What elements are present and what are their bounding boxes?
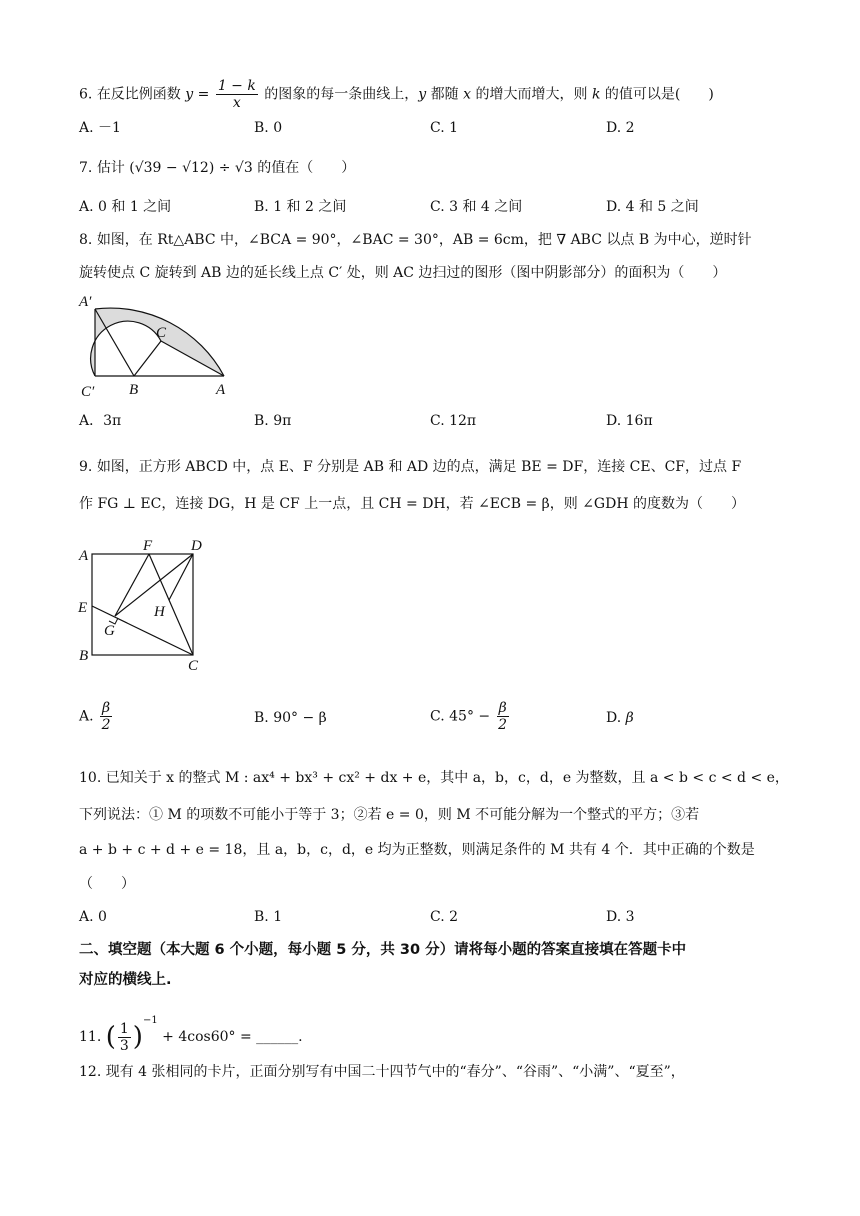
q9-option-b: [254, 708, 327, 728]
q6-y: y: [418, 86, 427, 103]
q11-rest: + 4cos60° = ______.: [162, 1029, 303, 1045]
q8-text-line1: 如图，在 Rt△ABC 中，∠BCA = 90°，∠BAC = 30°，AB = 6cm，把 ∇ ABC 以点 B 为中心，逆时针: [96, 232, 752, 248]
q10-option-b: B. 1: [254, 909, 283, 925]
q9-option-a-denominator: 2: [101, 717, 111, 733]
q8-label-c: C: [156, 325, 167, 341]
q6-x: x: [463, 86, 472, 103]
q8-label-a-prime: A′: [79, 294, 92, 310]
q11-left-paren: (: [105, 1022, 116, 1052]
q11-right-paren: ): [132, 1022, 143, 1052]
q6-number: 6.: [79, 86, 93, 103]
q11-stem: [79, 1011, 303, 1054]
q9-text-line2: 作 FG ⊥ EC，连接 DG，H 是 CF 上一点，且 CH = DH，若 ∠ECB = β，则 ∠GDH 的度数为（ ）: [79, 496, 745, 512]
q8-option-b: B. 9π: [254, 413, 292, 429]
q6-func-lhs: y =: [185, 86, 210, 103]
q7-text-b: 的值在（ ）: [257, 160, 356, 176]
q9-label-e: E: [78, 600, 88, 616]
q8-segment-b-c: [134, 341, 161, 376]
q9-square-figure: [74, 534, 214, 672]
q10-text-line4: （ ）: [79, 876, 135, 892]
q9-option-a-numerator: β: [102, 700, 111, 716]
q6-text-b: 的图象的每一条曲线上，: [264, 86, 419, 103]
q9-option-d-value: β: [625, 710, 634, 726]
q10-text-line3: a + b + c + d + e = 18，且 a，b，c，d，e 均为正整数，则满足条件的 M 共有 4 个．其中正确的个数是: [79, 842, 755, 858]
q8-option-c: C. 12π: [430, 413, 477, 429]
q6-option-b: B. 0: [254, 120, 283, 136]
q9-segment-fg: [115, 554, 149, 616]
q10-number: 10.: [79, 770, 102, 786]
q9-square-abcd: [92, 554, 193, 655]
q6-option-d: D. 2: [606, 120, 635, 136]
q8-option-d: D. 16π: [606, 413, 653, 429]
q8-label-a: A: [216, 382, 226, 398]
q9-option-c-denominator: 2: [498, 717, 508, 733]
q7-number: 7.: [79, 160, 93, 176]
section2-heading-line1: 二、填空题（本大题 6 个小题，每小题 5 分，共 30 分）请将每小题的答案直接填在答题卡中: [79, 942, 687, 958]
q7-stem: [79, 158, 355, 178]
q11-exponent: −1: [142, 1015, 158, 1026]
q9-option-a-label: A.: [79, 708, 94, 725]
q10-option-a: A. 0: [79, 909, 107, 925]
q9-label-a: A: [79, 548, 89, 564]
q12-text: 现有 4 张相同的卡片，正面分别写有中国二十四节气中的“春分”、“谷雨”、“小满”、“夏至”，: [105, 1064, 685, 1080]
q12-number: 12.: [79, 1064, 102, 1080]
q9-option-a-fraction: [100, 700, 112, 733]
q6-text-c: 都随: [430, 86, 459, 103]
q10-text-line2: 下列说法：① M 的项数不可能小于等于 3；②若 e = 0，则 M 不可能分解为一个整式的平方；③若: [79, 807, 700, 823]
section2-heading-line2: 对应的横线上.: [79, 972, 172, 988]
q11-numerator: 1: [119, 1020, 129, 1037]
q9-option-c: [430, 700, 511, 733]
q8-number: 8.: [79, 232, 93, 248]
q9-option-d: [606, 708, 634, 728]
q9-option-c-numerator: β: [498, 700, 507, 716]
q8-text-line2: 旋转使点 C 旋转到 AB 边的延长线上点 C′ 处，则 AC 边扫过的图形（图中阴影部分）的面积为（ ）: [79, 265, 727, 281]
q9-segment-dh: [169, 554, 193, 600]
q9-option-b-value: 90° − β: [273, 710, 327, 726]
q11-number: 11.: [79, 1029, 102, 1045]
q9-option-a: [79, 700, 114, 733]
q9-label-b: B: [79, 648, 89, 664]
q8-label-b: B: [129, 382, 139, 398]
q6-func-fraction: [216, 78, 258, 111]
q6-stem: [79, 78, 714, 111]
q6-text-a: 在反比例函数: [96, 86, 181, 103]
q9-label-h: H: [154, 604, 165, 620]
q11-fraction: [118, 1021, 131, 1054]
q8-rotation-figure: [76, 290, 246, 402]
q6-k: k: [591, 86, 601, 103]
q8-shaded-region: [91, 308, 224, 376]
q11-denominator: 3: [119, 1037, 129, 1054]
q10-number-line1: [79, 768, 789, 788]
q6-text-e: 的值可以是( ): [604, 86, 714, 103]
q9-number: 9.: [79, 459, 93, 475]
q10-option-d: D. 3: [606, 909, 635, 925]
q7-option-b: B. 1 和 2 之间: [254, 199, 347, 215]
q8-option-a: A．3π: [79, 413, 122, 429]
q7-option-a: A. 0 和 1 之间: [79, 199, 172, 215]
q9-option-c-prefix: 45° −: [449, 708, 491, 725]
q6-func-numerator: 1 − k: [217, 78, 256, 94]
q12-stem: [79, 1062, 685, 1082]
q7-text-a: 估计: [96, 160, 125, 176]
q7-option-d: D. 4 和 5 之间: [606, 199, 699, 215]
q6-option-a: A. －1: [79, 120, 121, 136]
q10-option-c: C. 2: [430, 909, 459, 925]
q10-text-line1: 已知关于 x 的整式 M : ax⁴ + bx³ + cx² + dx + e，其中 a，b，c，d，e 为整数，且 a < b < c < d < e，: [105, 770, 789, 786]
q6-text-d: 的增大而增大，则: [475, 86, 588, 103]
q6-func-denominator: x: [232, 95, 241, 111]
q7-expression: (√39 − √12) ÷ √3: [129, 160, 253, 176]
q9-number-line1: [79, 457, 741, 477]
q9-label-c: C: [188, 658, 199, 672]
q9-option-d-label: D.: [606, 710, 622, 726]
q9-option-c-fraction: [497, 700, 509, 733]
q9-label-f: F: [143, 538, 153, 554]
q6-option-c: C. 1: [430, 120, 459, 136]
q7-option-c: C. 3 和 4 之间: [430, 199, 523, 215]
q9-option-b-label: B.: [254, 710, 269, 726]
q9-text-line1: 如图，正方形 ABCD 中，点 E、F 分别是 AB 和 AD 边的点，满足 BE = DF，连接 CE、CF，过点 F: [96, 459, 742, 475]
q9-label-g: G: [104, 623, 115, 639]
q9-label-d: D: [191, 538, 202, 554]
q9-option-c-label: C.: [430, 708, 445, 725]
q8-label-c-prime: C′: [81, 384, 95, 400]
q8-number-line1: [79, 230, 752, 250]
